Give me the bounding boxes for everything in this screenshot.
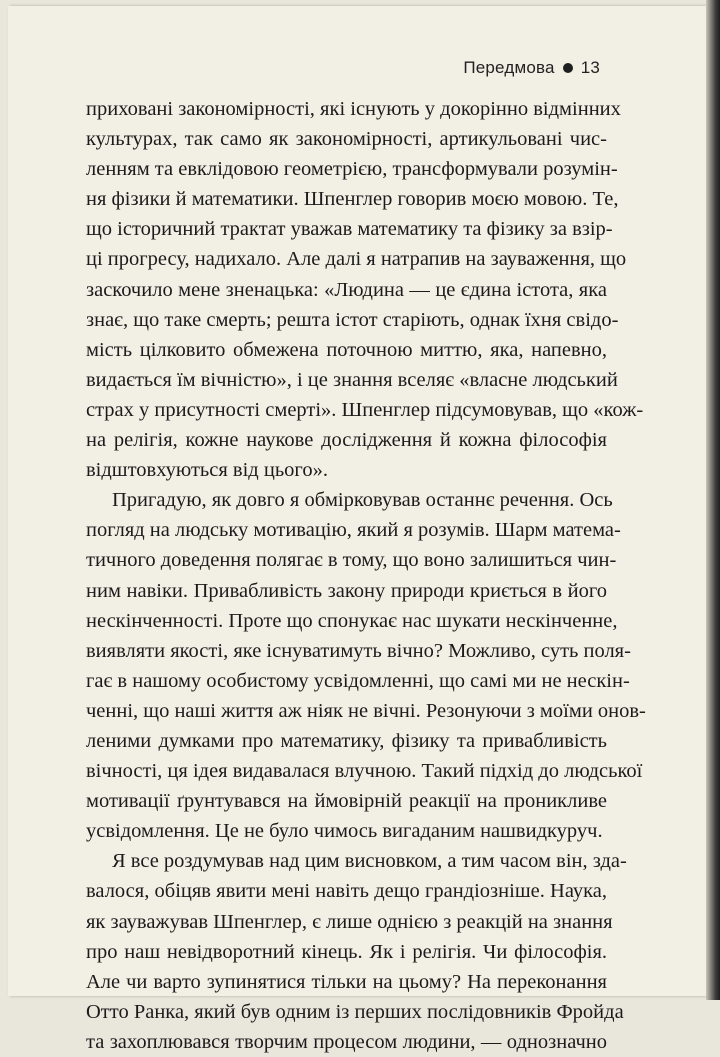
text-line: на релігія, кожне наукове дослідження й кожна філософія xyxy=(86,429,607,452)
text-line: Але чи варто зупинятися тільки на цьому? На переконання xyxy=(86,970,607,993)
text-line: як зауважував Шпенглер, є лише однією з реакцій на знання xyxy=(86,910,613,933)
text-line: валося, обіцяв явити мені навіть дещо грандіозніше. Наука, xyxy=(86,880,607,903)
text-line: ним навіки. Привабливість закону природи криється в його xyxy=(86,579,607,602)
running-head xyxy=(463,58,600,78)
text-line: леними думками про математику, фізику та привабливість xyxy=(86,729,607,752)
text-line: страх у присутності смерті». Шпенглер підсумовував, що «кож- xyxy=(86,398,644,421)
text-line: виявляти якості, яке існуватимуть вічно? Можливо, суть поля- xyxy=(86,639,631,662)
text-line: видається їм вічністю», і це знання вселяє «власне людський xyxy=(86,368,618,391)
body-text xyxy=(86,94,646,1057)
text-line: погляд на людську мотивацію, який я розумів. Шарм матема- xyxy=(86,519,621,542)
text-line: заскочило мене зненацька: «Людина — це єдина істота, яка xyxy=(86,278,607,301)
text-line: усвідомлення. Це не було чимось вигаданим нашвидкуруч. xyxy=(86,820,603,843)
text-line: Пригадую, як довго я обмірковував останнє речення. Ось xyxy=(112,489,613,512)
text-line: мість цілковито обмежена поточною миттю, яка, напевно, xyxy=(86,338,607,361)
text-line: та захоплювався творчим процесом людини, — однозначно xyxy=(86,1030,607,1053)
text-line: тичного доведення полягає в тому, що воно залишиться чин- xyxy=(86,549,617,572)
page-number: 13 xyxy=(580,58,600,77)
text-line: знає, що таке смерть; решта істот старіють, однак їхня свідо- xyxy=(86,308,619,331)
text-line: гає в нашому особистому усвідомленні, що самі ми не нескін- xyxy=(86,669,630,692)
text-line: про наш невідворотний кінець. Як і релігія. Чи філософія. xyxy=(86,940,607,963)
book-page xyxy=(8,6,706,1053)
book-edge xyxy=(706,0,720,1000)
text-line: мотивації ґрунтувався на ймовірній реакції на проникливе xyxy=(86,790,607,813)
text-line: ці прогресу, надихало. Але далі я натрапив на зауваження, що xyxy=(86,248,627,271)
text-line: що історичний трактат уважав математику та фізику за взір- xyxy=(86,218,613,241)
text-line: культурах, так само як закономірності, артикульовані чис- xyxy=(86,128,607,151)
text-line: Я все роздумував над цим висновком, а тим часом він, зда- xyxy=(112,850,627,873)
section-title: Передмова xyxy=(463,58,555,77)
text-line: ня фізики й математики. Шпенглер говорив моєю мовою. Те, xyxy=(86,188,619,211)
text-line: ленням та евклідовою геометрією, трансформували розумін- xyxy=(86,158,618,181)
text-line: Отто Ранка, який був одним із перших послідовників Фройда xyxy=(86,1000,624,1023)
bullet-icon xyxy=(563,63,573,73)
text-line: нескінченності. Проте що спонукає нас шукати нескінченне, xyxy=(86,609,618,632)
text-line: ченні, що наші життя аж ніяк не вічні. Резонуючи з моїми онов- xyxy=(86,699,646,722)
text-line: вічності, ця ідея видавалася влучною. Такий підхід до людської xyxy=(86,760,643,783)
text-line: відштовхуються від цього». xyxy=(86,459,328,482)
text-line: приховані закономірності, які існують у докорінно відмінних xyxy=(86,98,621,120)
